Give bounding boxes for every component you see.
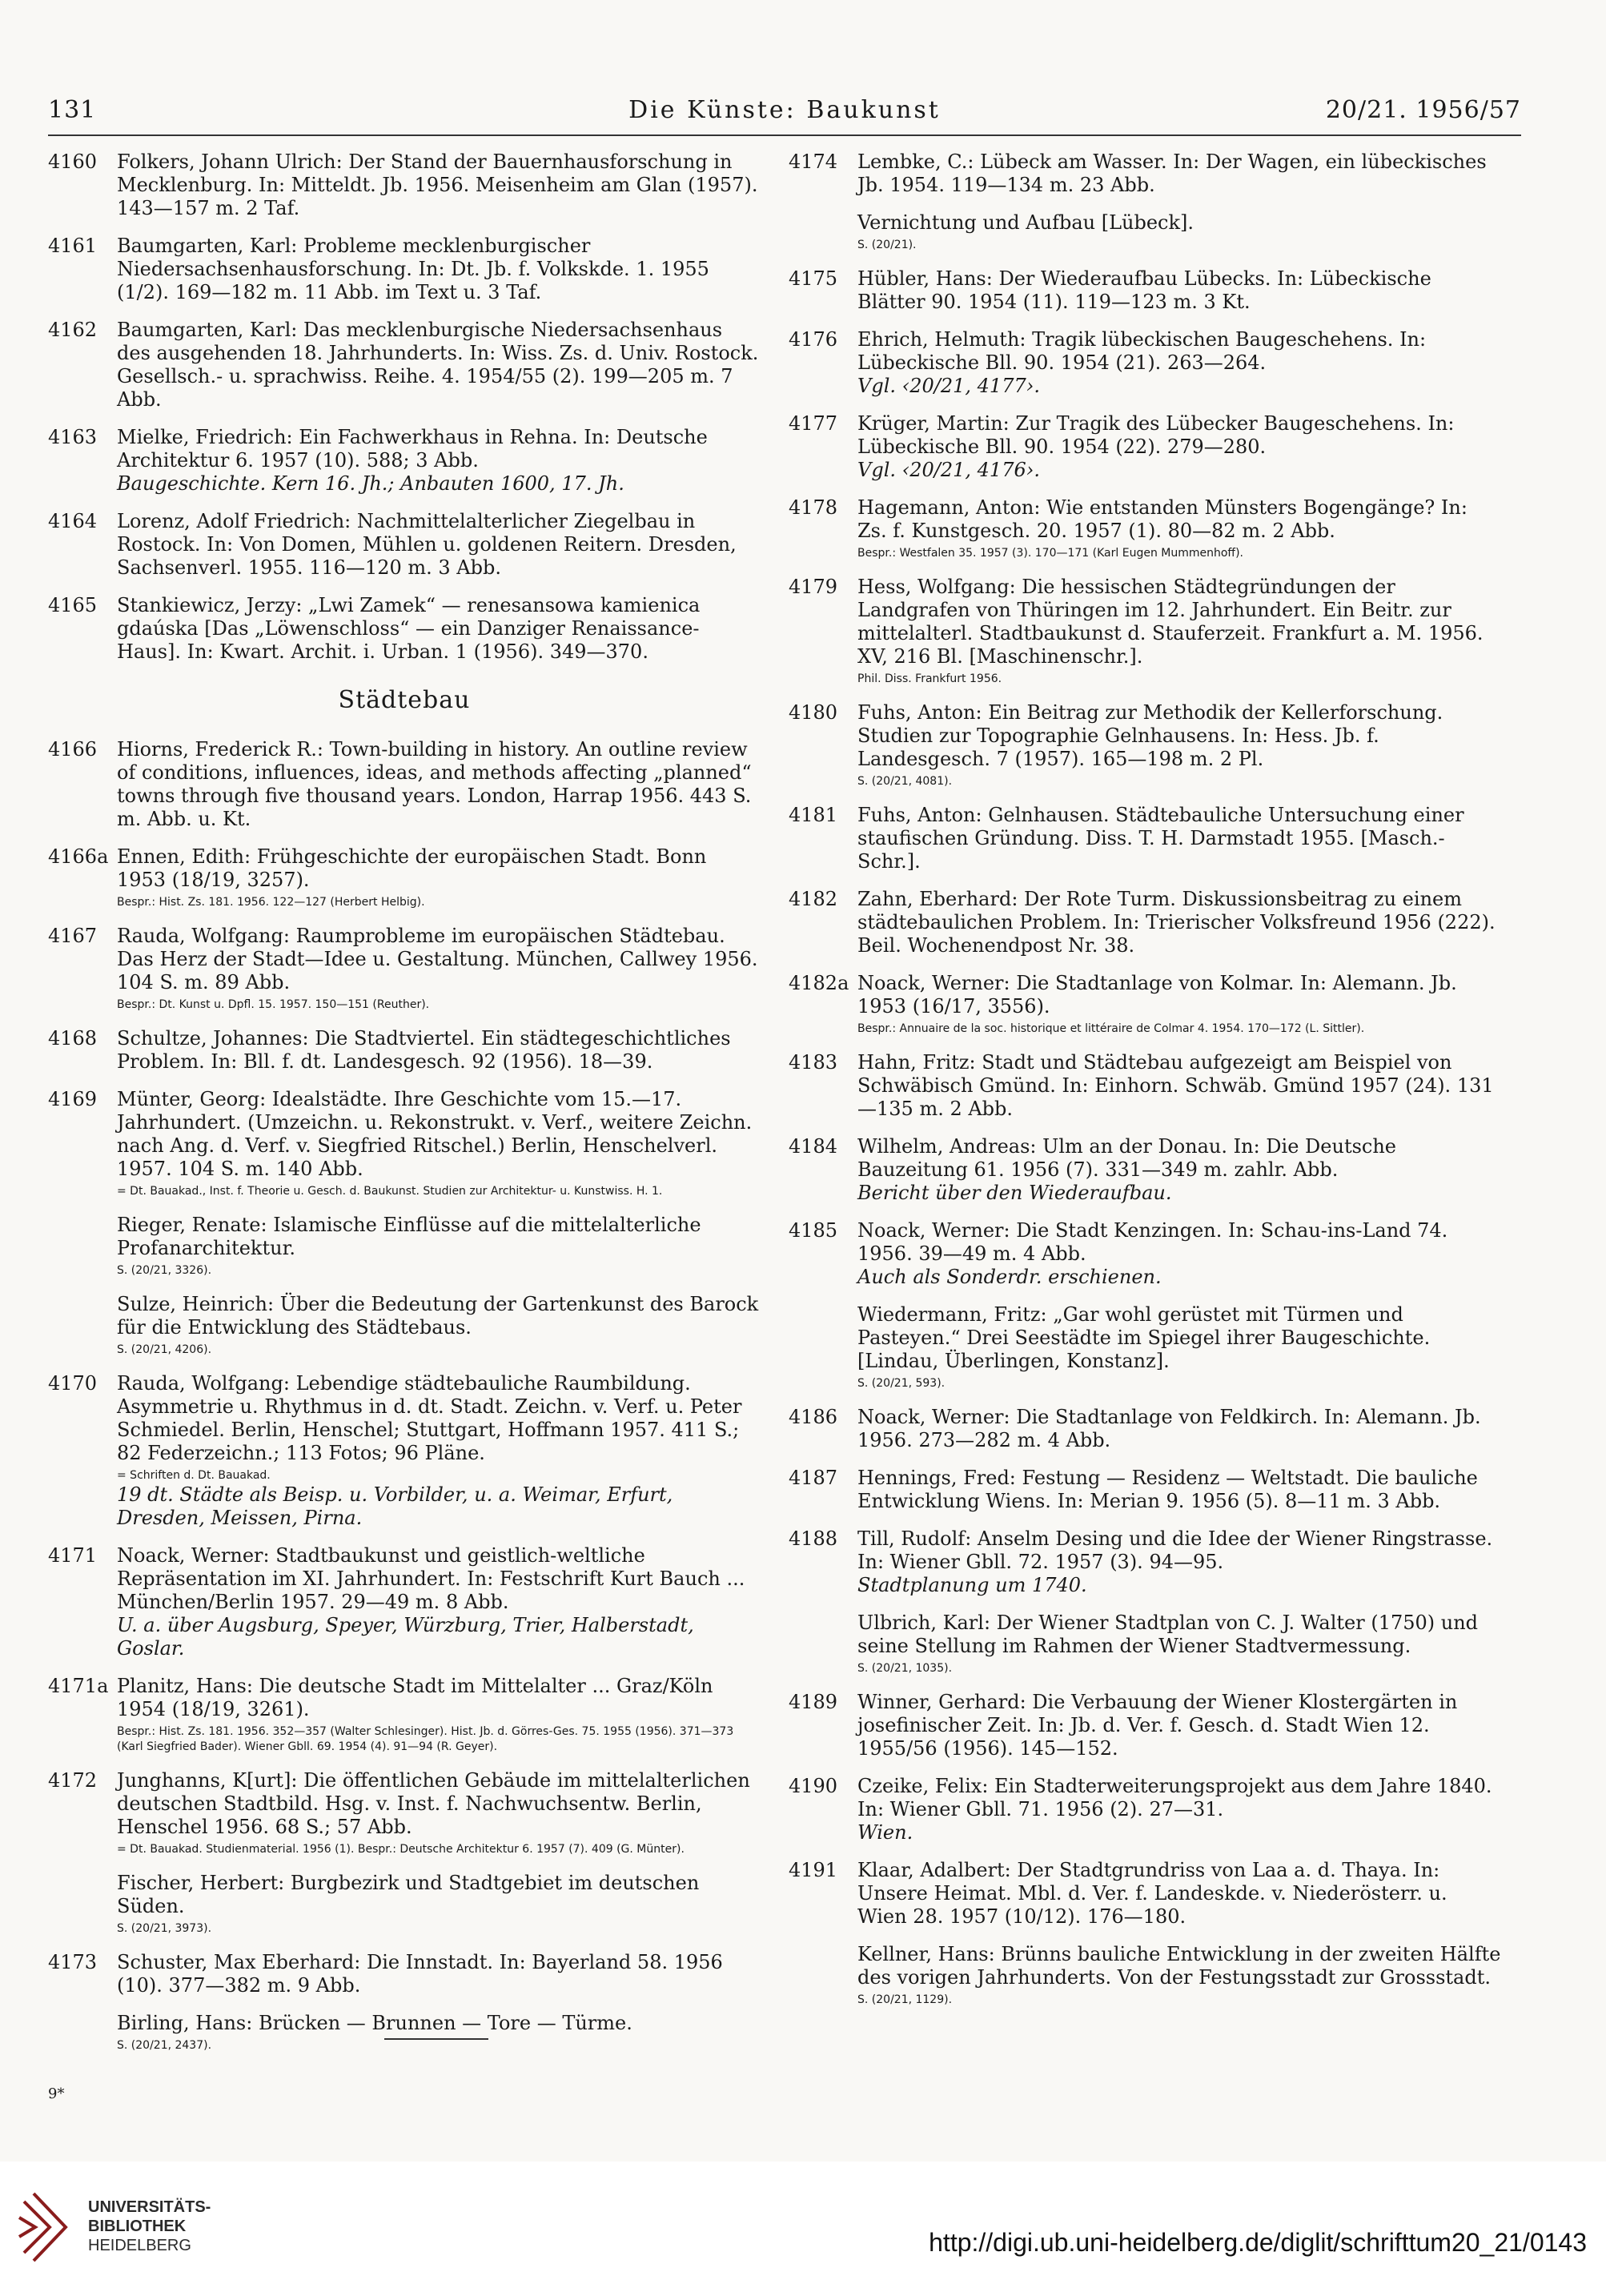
entry-text: Klaar, Adalbert: Der Stadtgrundriss von Laa a. d. Thaya. In: Unsere Heimat. Mbl. d. Ver. f. Landeskde. v. Niederösterr. u. Wien 28. 1957 (10/12). 176—180. — [857, 1859, 1447, 1928]
bibliography-entry — [789, 1406, 1501, 1452]
entry-number: 4182 — [789, 888, 838, 910]
entry-text: Junghanns, K[urt]: Die öffentlichen Gebäude im mittelalterlichen deutschen Stadtbild. Hsg. v. Inst. f. Nachwuchsentw. Berlin, Henschel 1956. 68 S.; 57 Abb. — [117, 1769, 750, 1838]
entry-number: 4167 — [48, 925, 98, 947]
entry-number: 4162 — [48, 319, 98, 341]
entry-number: 4166a — [48, 845, 109, 868]
bibliography-entry — [789, 267, 1501, 314]
entry-text: Planitz, Hans: Die deutsche Stadt im Mittelalter ... Graz/Köln 1954 (18/19, 3261). — [117, 1675, 713, 1720]
entry-number: 4188 — [789, 1527, 838, 1550]
entry-text: Schuster, Max Eberhard: Die Innstadt. In: Bayerland 58. 1956 (10). 377—382 m. 9 Abb. — [117, 1951, 723, 1997]
entry-text: Sulze, Heinrich: Über die Bedeutung der Gartenkunst des Barock für die Entwicklung des Städtebaus. — [117, 1293, 759, 1339]
entry-italic-note: Vgl. ‹20/21, 4176›. — [857, 459, 1040, 481]
entry-number: 4182a — [789, 972, 849, 994]
entry-number: 4183 — [789, 1051, 838, 1074]
entry-text: Fischer, Herbert: Burgbezirk und Stadtgebiet im deutschen Süden. — [117, 1872, 700, 1917]
entry-review-note: = Dt. Bauakad. Studienmaterial. 1956 (1). Bespr.: Deutsche Architektur 6. 1957 (7). 409 (G. Münter). — [117, 1843, 685, 1856]
bibliography-entry — [48, 1951, 761, 1997]
entry-number: 4176 — [789, 328, 838, 351]
entry-review-note: Bespr.: Dt. Kunst u. Dpfl. 15. 1957. 150—151 (Reuther). — [117, 998, 430, 1011]
entry-text: Rauda, Wolfgang: Lebendige städtebauliche Raumbildung. Asymmetrie u. Rhythmus in d. dt. Stadt. Zeichn. v. Verf. u. Peter Schmiedel. Berlin, Henschel; Stuttgart, Hoffmann 1957. 411 S.; 82 Federzeichn.; 113 Fotos; 96 Pläne. — [117, 1372, 742, 1464]
bibliography-entry — [48, 594, 761, 664]
entry-review-note: Phil. Diss. Frankfurt 1956. — [857, 672, 1002, 685]
entry-review-note: S. (20/21, 4081). — [857, 775, 953, 788]
entry-text: Ehrich, Helmuth: Tragik lübeckischen Baugeschehens. In: Lübeckische Bll. 90. 1954 (21). 263—264. — [857, 328, 1427, 374]
bibliography-entry — [789, 1859, 1501, 1929]
entry-number: 4185 — [789, 1219, 838, 1242]
header-rule — [48, 134, 1521, 136]
entry-review-note: S. (20/21, 1035). — [857, 1662, 953, 1675]
bibliography-entry — [48, 1675, 761, 1755]
entry-text: Noack, Werner: Die Stadtanlage von Feldkirch. In: Alemann. Jb. 1956. 273—282 m. 4 Abb. — [857, 1406, 1481, 1451]
logo-line-2: BIBLIOTHEK — [88, 2218, 187, 2235]
entry-text: Baumgarten, Karl: Das mecklenburgische Niedersachsenhaus des ausgehenden 18. Jahrhunderts. In: Wiss. Zs. d. Univ. Rostock. Gesellsch.- u. sprachwiss. Reihe. 4. 1954/55 (2). 199—205 m. 7 Abb. — [117, 319, 759, 411]
bibliography-entry — [48, 1293, 761, 1358]
bibliography-entry — [789, 1135, 1501, 1205]
bibliography-entry — [789, 1051, 1501, 1121]
bibliography-entry — [789, 701, 1501, 789]
bibliography-entry — [48, 319, 761, 411]
bibliography-entry — [789, 888, 1501, 957]
bibliography-entry — [789, 576, 1501, 687]
entry-text: Hiorns, Frederick R.: Town-building in history. An outline review of conditions, influences, ideas, and methods affecting „planned“ towns through five thousand years. London, Harrap 1956. 443 S. m. Abb. u. Kt. — [117, 738, 752, 830]
entry-text: Rauda, Wolfgang: Raumprobleme im europäischen Städtebau. Das Herz der Stadt—Idee u. Gestaltung. München, Callwey 1956. 104 S. m. 89 Abb. — [117, 925, 758, 993]
end-rule — [384, 2038, 488, 2040]
entry-text: Münter, Georg: Idealstädte. Ihre Geschichte vom 15.—17. Jahrhundert. (Umzeichn. u. Rekonstrukt. v. Verf., weitere Zeichn. nach Ang. d. Verf. v. Siegfried Ritschel.) Berlin, Henschelverl. 1957. 104 S. m. 140 Abb. — [117, 1088, 753, 1180]
entry-text: Noack, Werner: Stadtbaukunst und geistlich-weltliche Repräsentation im XI. Jahrhundert. In: Festschrift Kurt Bauch ... München/Berlin 1957. 29—49 m. 8 Abb. — [117, 1544, 745, 1613]
entry-number: 4175 — [789, 267, 838, 290]
section-heading: Städtebau — [338, 686, 471, 714]
entry-text: Lembke, C.: Lübeck am Wasser. In: Der Wagen, ein lübeckisches Jb. 1954. 119—134 m. 23 Abb. — [857, 151, 1487, 196]
entry-number: 4163 — [48, 426, 98, 448]
entry-text: Hahn, Fritz: Stadt und Städtebau aufgezeigt am Beispiel von Schwäbisch Gmünd. In: Einhorn. Schwäb. Gmünd 1957 (24). 131—135 m. 2 Abb. — [857, 1051, 1494, 1120]
entry-text: Czeike, Felix: Ein Stadterweiterungsprojekt aus dem Jahre 1840. In: Wiener Gbll. 71. 1956 (2). 27—31. — [857, 1775, 1492, 1820]
entry-text: Hübler, Hans: Der Wiederaufbau Lübecks. In: Lübeckische Blätter 90. 1954 (11). 119—123 m. 3 Kt. — [857, 267, 1431, 313]
entry-text: Ulbrich, Karl: Der Wiener Stadtplan von C. J. Walter (1750) und seine Stellung im Rahmen der Wiener Stadtvermessung. — [857, 1612, 1479, 1657]
entry-text: Mielke, Friedrich: Ein Fachwerkhaus in Rehna. In: Deutsche Architektur 6. 1957 (10). 588; 3 Abb. — [117, 426, 708, 472]
page-number: 131 — [48, 96, 97, 124]
signature-mark: 9* — [48, 2085, 65, 2102]
entry-text: Kellner, Hans: Brünns bauliche Entwicklung in der zweiten Hälfte des vorigen Jahrhunderts. Von der Festungsstadt zur Grossstadt. — [857, 1943, 1501, 1989]
bibliography-entry — [789, 211, 1501, 253]
entry-text: Hennings, Fred: Festung — Residenz — Weltstadt. Die bauliche Entwicklung Wiens. In: Merian 9. 1956 (5). 8—11 m. 3 Abb. — [857, 1467, 1478, 1512]
bibliography-entry — [48, 1088, 761, 1199]
bibliography-entry — [789, 1219, 1501, 1289]
entry-number: 4169 — [48, 1088, 98, 1110]
bibliography-entry — [48, 1214, 761, 1278]
entry-number: 4170 — [48, 1372, 98, 1395]
entry-number: 4186 — [789, 1406, 838, 1428]
entry-number: 4164 — [48, 510, 98, 532]
entry-text: Folkers, Johann Ulrich: Der Stand der Bauernhausforschung in Mecklenburg. In: Mitteldt. Jb. 1956. Meisenheim am Glan (1957). 143—157 m. 2 Taf. — [117, 151, 758, 219]
entry-review-note: Bespr.: Westfalen 35. 1957 (3). 170—171 (Karl Eugen Mummenhoff). — [857, 547, 1243, 560]
bibliography-entry — [48, 1372, 761, 1530]
bibliography-entry — [48, 2012, 761, 2053]
entry-italic-note: Wien. — [857, 1821, 913, 1844]
logo-line-1: UNIVERSITÄTS- — [88, 2198, 211, 2216]
entry-text: Wiedermann, Fritz: „Gar wohl gerüstet mit Türmen und Pasteyen.“ Drei Seestädte im Spiegel ihrer Baugeschichte. [Lindau, Überlingen, Konstanz]. — [857, 1303, 1431, 1372]
bibliography-entry — [789, 1691, 1501, 1760]
entry-review-note: S. (20/21, 593). — [857, 1377, 946, 1390]
entry-review-note: S. (20/21). — [857, 239, 917, 251]
entry-number: 4179 — [789, 576, 838, 598]
bibliography-entry — [789, 1303, 1501, 1391]
entry-italic-note: Bericht über den Wiederaufbau. — [857, 1182, 1172, 1204]
entry-review-note: S. (20/21, 3326). — [117, 1264, 212, 1277]
bibliography-entry — [789, 151, 1501, 197]
entry-italic-note: Auch als Sonderdr. erschienen. — [857, 1266, 1162, 1288]
entry-review-note: S. (20/21, 1129). — [857, 1993, 953, 2006]
bibliography-entry — [789, 972, 1501, 1037]
entry-italic-note: 19 dt. Städte als Beisp. u. Vorbilder, u. a. Weimar, Erfurt, Dresden, Meissen, Pirna. — [117, 1483, 673, 1529]
bibliography-entry — [48, 1872, 761, 1937]
entry-number: 4191 — [789, 1859, 838, 1881]
library-logo-icon — [18, 2186, 74, 2274]
entry-italic-note: Baugeschichte. Kern 16. Jh.; Anbauten 1600, 17. Jh. — [117, 472, 624, 495]
entry-text: Vernichtung und Aufbau [Lübeck]. — [857, 211, 1194, 234]
bibliography-entry — [789, 1612, 1501, 1676]
entry-text: Till, Rudolf: Anselm Desing und die Idee der Wiener Ringstrasse. In: Wiener Gbll. 72. 1957 (3). 94—95. — [857, 1527, 1493, 1573]
entry-text: Hagemann, Anton: Wie entstanden Münsters Bogengänge? In: Zs. f. Kunstgesch. 20. 1957 (1). 80—82 m. 2 Abb. — [857, 496, 1467, 542]
entry-number: 4174 — [789, 151, 838, 173]
entry-text: Schultze, Johannes: Die Stadtviertel. Ein städtegeschichtliches Problem. In: Bll. f. dt. Landesgesch. 92 (1956). 18—39. — [117, 1027, 731, 1073]
bibliography-entry — [789, 1775, 1501, 1844]
entry-text: Birling, Hans: Brücken — Brunnen — Tore — Türme. — [117, 2012, 632, 2034]
entry-text: Stankiewicz, Jerzy: „Lwi Zamek“ — renesansowa kamienica gdaúska [Das „Löwenschloss“ — ein Danziger Renaissance-Haus]. In: Kwart. Archit. i. Urban. 1 (1956). 349—370. — [117, 594, 701, 663]
bibliography-entry — [789, 328, 1501, 398]
bibliography-entry — [48, 151, 761, 220]
entry-review-note: Bespr.: Annuaire de la soc. historique et littéraire de Colmar 4. 1954. 170—172 (L. Sittler). — [857, 1022, 1365, 1035]
entry-number: 4180 — [789, 701, 838, 724]
entry-italic-note: Stadtplanung um 1740. — [857, 1574, 1087, 1596]
page-header — [48, 96, 1521, 128]
entry-review-note: Bespr.: Hist. Zs. 181. 1956. 122—127 (Herbert Helbig). — [117, 896, 425, 909]
entry-text: Zahn, Eberhard: Der Rote Turm. Diskussionsbeitrag zu einem städtebaulichen Problem. In: Trierischer Volksfreund 1956 (222). Beil. Wochenendpost Nr. 38. — [857, 888, 1496, 957]
volume-label: 20/21. 1956/57 — [1325, 96, 1521, 124]
bibliography-entry — [48, 845, 761, 910]
entry-number: 4168 — [48, 1027, 98, 1050]
entry-number: 4165 — [48, 594, 98, 616]
entry-number: 4187 — [789, 1467, 838, 1489]
bibliography-entry — [48, 925, 761, 1013]
entry-italic-note: Vgl. ‹20/21, 4177›. — [857, 375, 1040, 397]
entry-text: Lorenz, Adolf Friedrich: Nachmittelalterlicher Ziegelbau in Rostock. In: Von Domen, Mühlen u. goldenen Reitern. Dresden, Sachsenverl. 1955. 116—120 m. 3 Abb. — [117, 510, 737, 579]
entry-number: 4177 — [789, 412, 838, 435]
entry-text: Fuhs, Anton: Ein Beitrag zur Methodik der Kellerforschung. Studien zur Topographie Gelnhausens. In: Hess. Jb. f. Landesgesch. 7 (1957). 165—198 m. 2 Pl. — [857, 701, 1443, 770]
entry-number: 4189 — [789, 1691, 838, 1713]
entry-number: 4171a — [48, 1675, 109, 1697]
bibliography-entry — [48, 1544, 761, 1660]
entry-number: 4161 — [48, 235, 98, 257]
entry-number: 4190 — [789, 1775, 838, 1797]
bibliography-entry — [789, 412, 1501, 482]
entry-text: Winner, Gerhard: Die Verbauung der Wiener Klostergärten in josefinischer Zeit. In: Jb. d. Ver. f. Gesch. d. Stadt Wien 12. 1955/56 (1956). 145—152. — [857, 1691, 1458, 1760]
entry-review-note: = Dt. Bauakad., Inst. f. Theorie u. Gesch. d. Baukunst. Studien zur Architektur- u. Kunstwiss. H. 1. — [117, 1185, 663, 1198]
bibliography-entry — [789, 1527, 1501, 1597]
entry-review-note: S. (20/21, 4206). — [117, 1343, 212, 1356]
entry-review-note: S. (20/21, 3973). — [117, 1922, 212, 1935]
entry-text: Ennen, Edith: Frühgeschichte der europäischen Stadt. Bonn 1953 (18/19, 3257). — [117, 845, 707, 891]
left-column — [48, 151, 761, 2068]
entry-review-note: Bespr.: Hist. Zs. 181. 1956. 352—357 (Walter Schlesinger). Hist. Jb. d. Görres-Ges. 75. 1955 (1956). 371—373 (Karl Siegfried Bader). Wiener Gbll. 69. 1954 (4). 91—94 (R. Geyer). — [117, 1725, 734, 1753]
page-title: Die Künste: Baukunst — [628, 96, 941, 124]
entry-text: Hess, Wolfgang: Die hessischen Städtegründungen der Landgrafen von Thüringen im 12. Jahrhundert. Ein Beitr. zur mittelalterl. Stadtbaukunst d. Stauferzeit. Frankfurt a. M. 1956. XV, 216 Bl. [Maschinenschr.]. — [857, 576, 1484, 668]
entry-number: 4173 — [48, 1951, 98, 1973]
logo-line-3: HEIDELBERG — [88, 2237, 191, 2254]
entry-number: 4166 — [48, 738, 98, 761]
entry-number: 4178 — [789, 496, 838, 519]
right-column — [789, 151, 1501, 2022]
bibliography-entry — [789, 1467, 1501, 1513]
bibliography-entry — [48, 235, 761, 304]
entry-text: Noack, Werner: Die Stadt Kenzingen. In: Schau-ins-Land 74. 1956. 39—49 m. 4 Abb. — [857, 1219, 1448, 1265]
entry-text: Rieger, Renate: Islamische Einflüsse auf die mittelalterliche Profanarchitektur. — [117, 1214, 701, 1259]
entry-review-note: S. (20/21, 2437). — [117, 2039, 212, 2052]
entry-text: Krüger, Martin: Zur Tragik des Lübecker Baugeschehens. In: Lübeckische Bll. 90. 1954 (22). 279—280. — [857, 412, 1455, 458]
bibliography-entry — [48, 426, 761, 496]
entry-text: Noack, Werner: Die Stadtanlage von Kolmar. In: Alemann. Jb. 1953 (16/17, 3556). — [857, 972, 1457, 1018]
entry-number: 4160 — [48, 151, 98, 173]
bibliography-entry — [48, 1027, 761, 1074]
entry-text: Fuhs, Anton: Gelnhausen. Städtebauliche Untersuchung einer staufischen Gründung. Diss. T. H. Darmstadt 1955. [Masch.-Schr.]. — [857, 804, 1464, 873]
source-url-link[interactable]: http://digi.ub.uni-heidelberg.de/diglit/schrifttum20_21/0143 — [929, 2228, 1587, 2257]
entry-number: 4181 — [789, 804, 838, 826]
bibliography-entry — [48, 1769, 761, 1857]
entry-number: 4172 — [48, 1769, 98, 1792]
bibliography-entry — [789, 804, 1501, 873]
entry-number: 4171 — [48, 1544, 98, 1567]
library-logo-text — [88, 2198, 211, 2255]
bibliography-entry — [789, 496, 1501, 561]
bibliography-entry — [48, 510, 761, 580]
bibliography-entry — [48, 738, 761, 831]
entry-number: 4184 — [789, 1135, 838, 1158]
entry-italic-note: U. a. über Augsburg, Speyer, Würzburg, Trier, Halberstadt, Goslar. — [117, 1614, 694, 1660]
entry-review-note: = Schriften d. Dt. Bauakad. — [117, 1469, 271, 1482]
bibliography-entry — [789, 1943, 1501, 2008]
entry-text: Baumgarten, Karl: Probleme mecklenburgischer Niedersachsenhausforschung. In: Dt. Jb. f. Volkskde. 1. 1955 (1/2). 169—182 m. 11 Abb. im Text u. 3 Taf. — [117, 235, 709, 303]
entry-text: Wilhelm, Andreas: Ulm an der Donau. In: Die Deutsche Bauzeitung 61. 1956 (7). 331—349 m. zahlr. Abb. — [857, 1135, 1397, 1181]
